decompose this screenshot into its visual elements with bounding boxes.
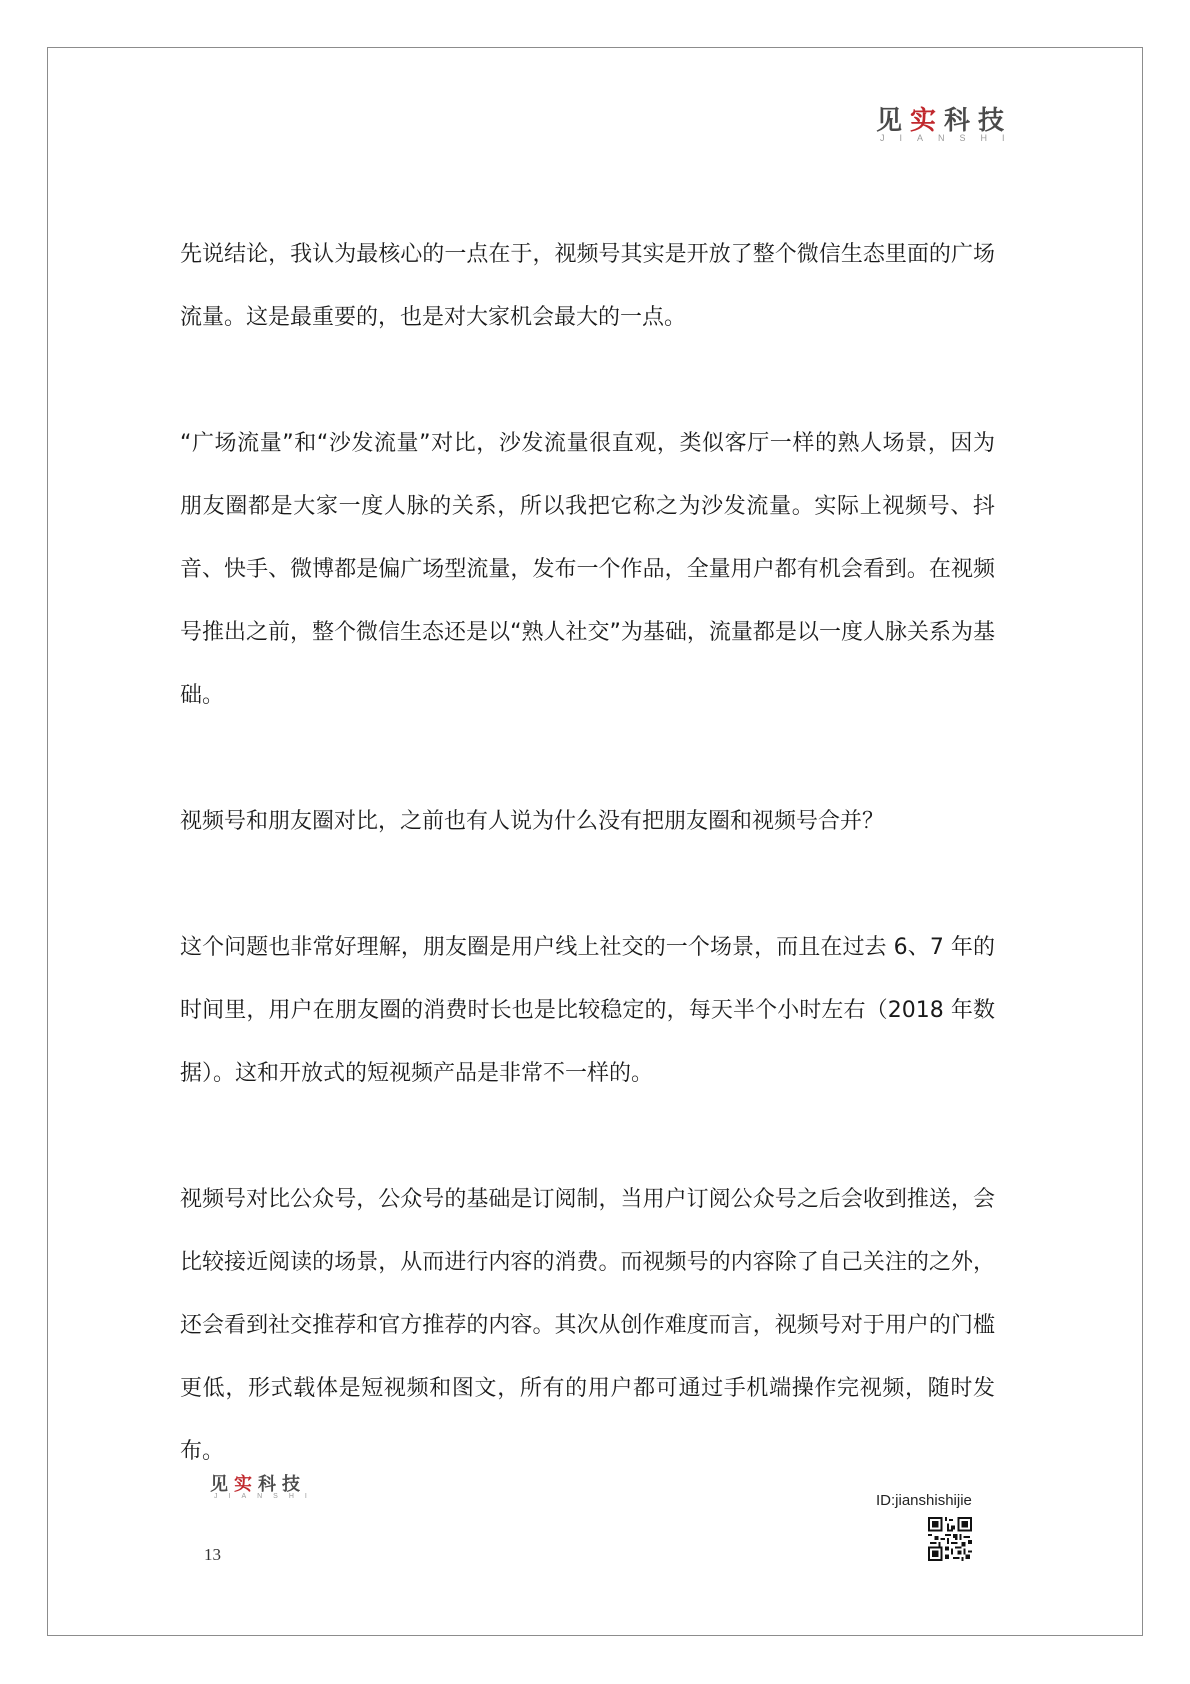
header-logo — [876, 100, 1020, 143]
paragraph: 这个问题也非常好理解，朋友圈是用户线上社交的一个场景，而且在过去 6、7 年的时间里，用户在朋友圈的消费时长也是比较稳定的，每天半个小时左右（2018 年数据）。这和开放式的短视频产品是非常不一样的。 — [180, 935, 995, 1086]
brand-accent-char: 实 — [910, 106, 945, 136]
paragraph: “广场流量”和“沙发流量”对比，沙发流量很直观，类似客厅一样的熟人场景，因为朋友圈都是大家一度人脉的关系，所以我把它称之为沙发流量。实际上视频号、抖音、快手、微博都是偏广场型流量，发布一个作品，全量用户都有机会看到。在视频号推出之前，整个微信生态还是以“熟人社交”为基础，流量都是以一度人脉关系为基础。 — [180, 431, 995, 708]
brand-accent-char: 实 — [234, 1474, 258, 1495]
paragraph: 视频号对比公众号，公众号的基础是订阅制，当用户订阅公众号之后会收到推送，会比较接近阅读的场景，从而进行内容的消费。而视频号的内容除了自己关注的之外，还会看到社交推荐和官方推荐的内容。其次从创作难度而言，视频号对于用户的门槛更低，形式载体是短视频和图文，所有的用户都可通过手机端操作完视频，随时发布。 — [180, 1187, 995, 1464]
footer-brand-subtitle: JIANSHI — [214, 1493, 318, 1500]
qr-code-icon — [928, 1517, 972, 1561]
brand-subtitle: JIANSHI — [880, 133, 1020, 143]
page-number: 13 — [204, 1545, 221, 1564]
wechat-id-label: ID:jianshishijie — [876, 1492, 972, 1509]
brand-name: 见实科技 — [876, 106, 1013, 136]
paragraph: 视频号和朋友圈对比，之前也有人说为什么没有把朋友圈和视频号合并？ — [180, 809, 885, 834]
article-body — [180, 223, 995, 1483]
paragraph: 先说结论，我认为最核心的一点在于，视频号其实是开放了整个微信生态里面的广场流量。这是最重要的，也是对大家机会最大的一点。 — [180, 242, 995, 330]
footer-brand-name: 见实科技 — [210, 1474, 306, 1495]
footer-logo — [210, 1470, 320, 1500]
